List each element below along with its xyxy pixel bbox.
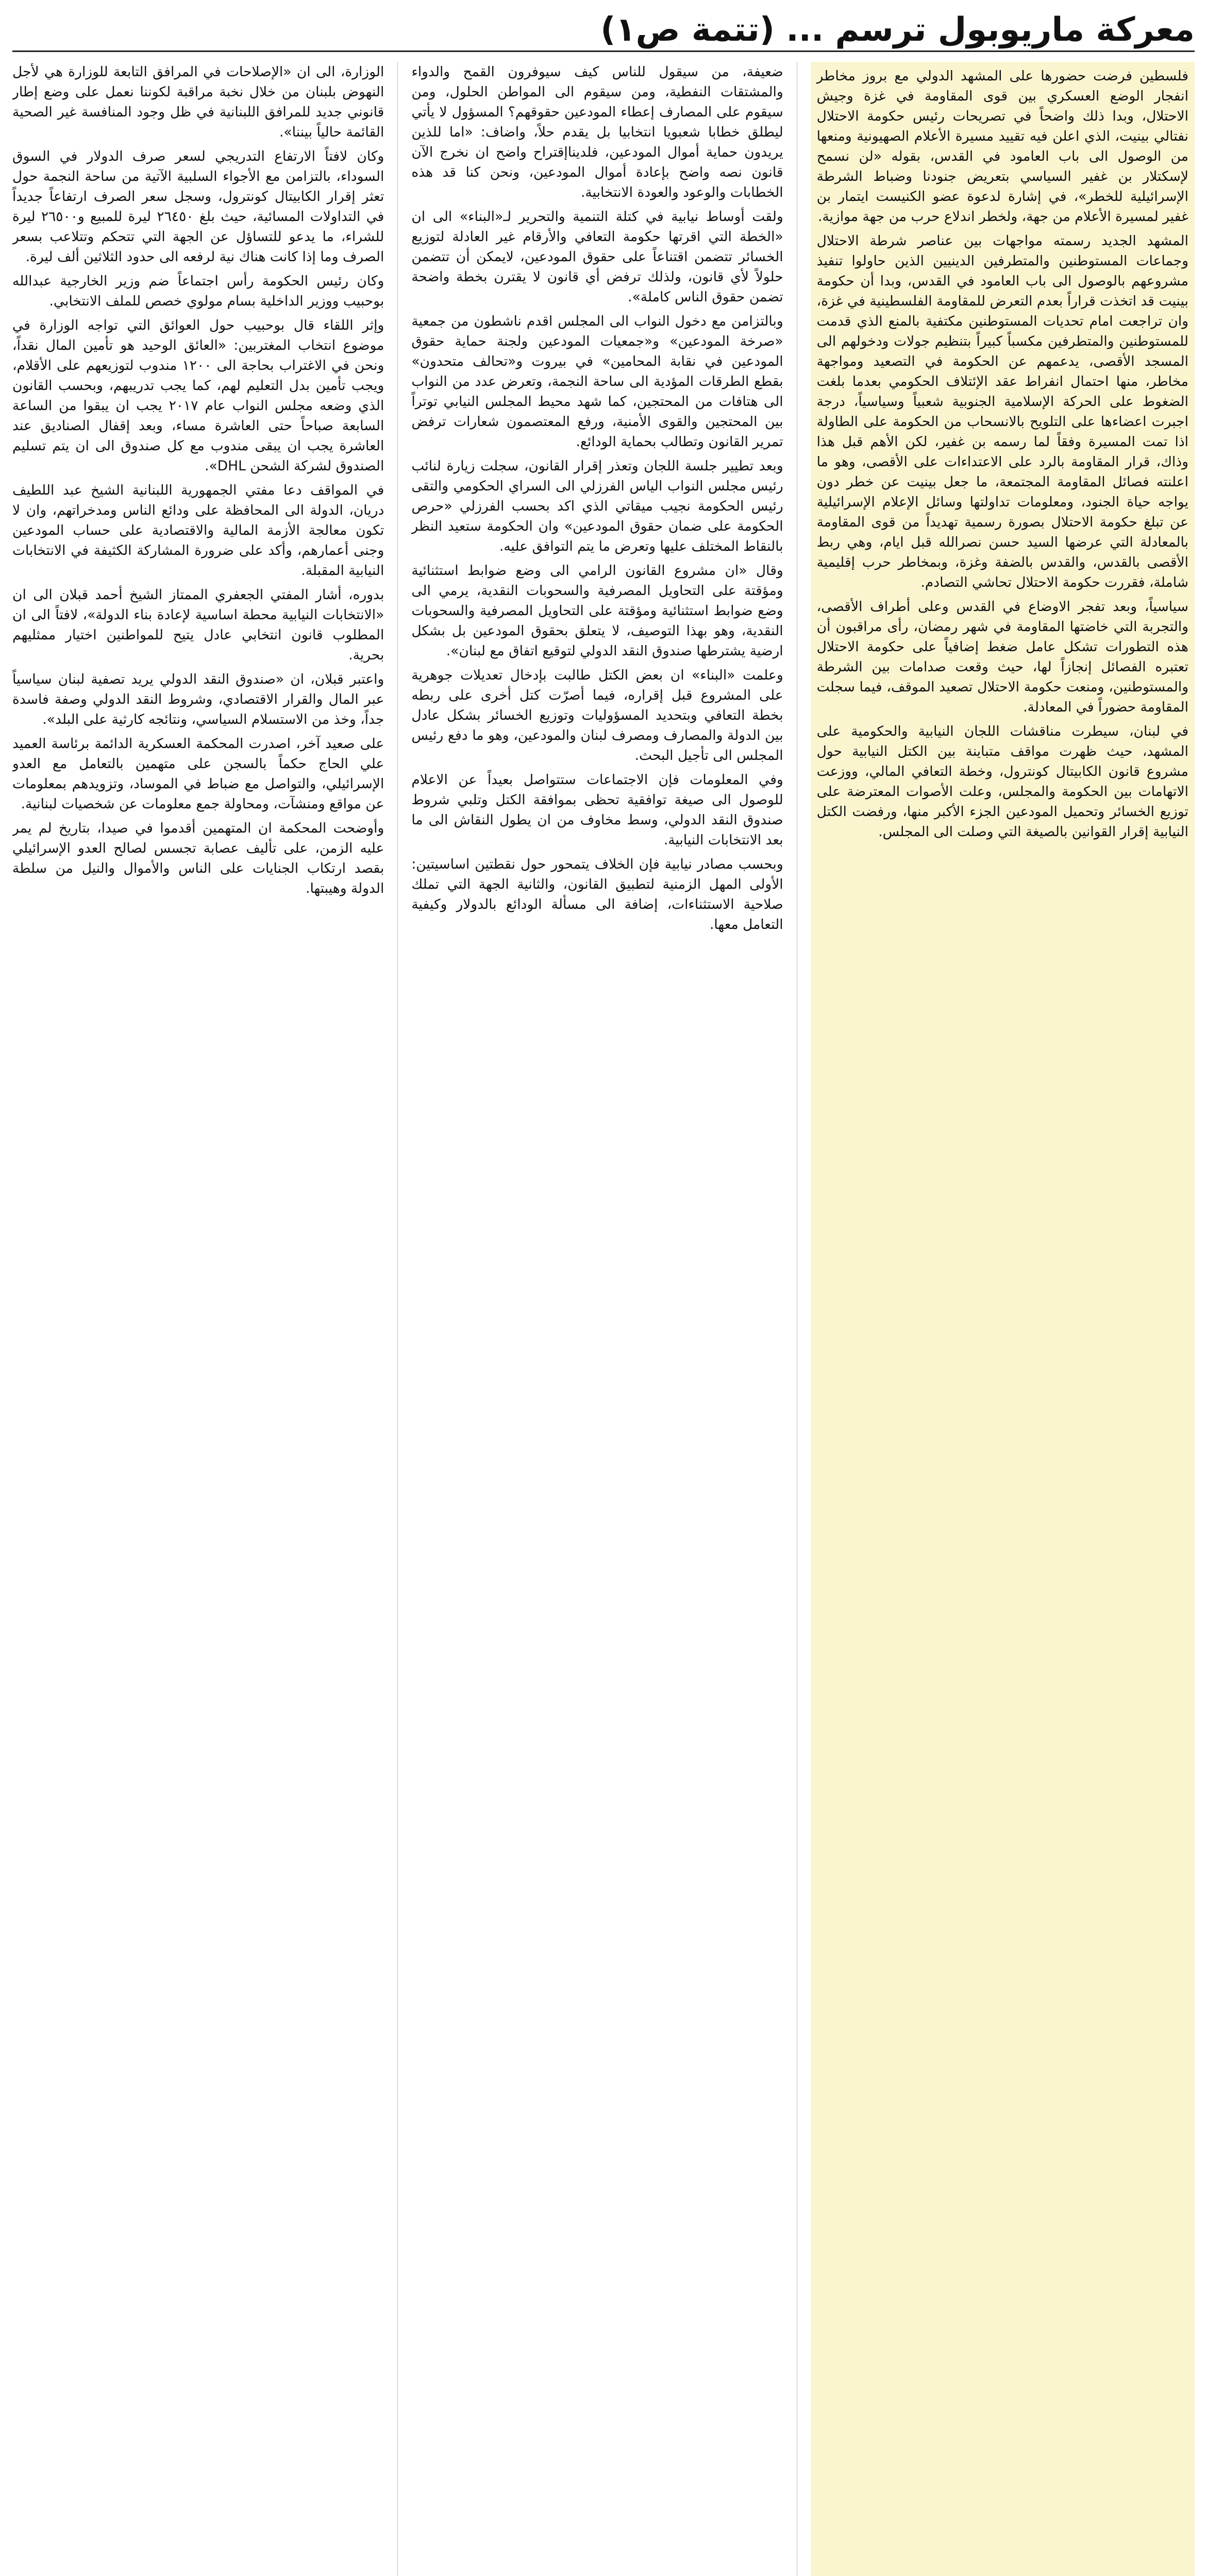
article-column-middle bbox=[411, 62, 783, 2576]
article-paragraph: وبالتزامن مع دخول النواب الى المجلس اقدم ناشطون من جمعية «صرخة المودعين» و«جمعيات المودعين ولجنة حماية حقوق المودعين في نقابة المحامين» في بيروت و«تحالف متحدون» بقطع الطرقات المؤدية الى ساحة النجمة، وتعرض عدد من النواب الى هتافات من المحتجين، كما شهد محيط المجلس النيابي توتراً بين المحتجين والقوى الأمنية، ورفع المعتصمون شعارات ترفض تمرير القانون وتطالب بحماية الودائع. bbox=[411, 313, 783, 450]
article-title: معركة ماريوبول ترسم ... (تتمة ص١) bbox=[600, 11, 1195, 49]
article-column-left bbox=[12, 62, 384, 2576]
article-column-right bbox=[811, 62, 1195, 2576]
article-paragraph: وعلمت «البناء» ان بعض الكتل طالبت بإدخال تعديلات جوهرية على المشروع قبل إقراره، فيما أصرّت كتل أخرى على ربطه بخطة التعافي وبتحديد المسؤوليات وتوزيع الخسائر بشكل عادل بين الدولة والمصارف ومصرف لبنان والمودعين، وهو ما دفع رئيس المجلس الى تأجيل البحث. bbox=[411, 667, 783, 764]
article-paragraph: في المواقف دعا مفتي الجمهورية اللبنانية الشيخ عبد اللطيف دريان، الدولة الى المحافظة على ودائع الناس ومدخراتهم، وان لا تكون معالجة الأزمة المالية والاقتصادية على حساب المودعين وجنى أعمارهم، وأكد على ضرورة المشاركة الكثيفة في الانتخابات النيابية المقبلة. bbox=[12, 482, 384, 579]
article-paragraph: في لبنان، سيطرت مناقشات اللجان النيابية والحكومية على المشهد، حيث ظهرت مواقف متباينة بين الكتل النيابية حول مشروع قانون الكابيتال كونترول، وخطة التعافي المالي، ووزعت الاتهامات بين الحكومة والمجلس، وعلت الأصوات المعترضة على توزيع الخسائر وتحميل المودعين الجزء الأكبر منها، ورفضت الكتل النيابية إقرار القوانين بالصيغة التي وصلت الى المجلس. bbox=[816, 723, 1188, 840]
article-paragraph: وكان رئيس الحكومة رأس اجتماعاً ضم وزير الخارجية عبدالله بوحبيب ووزير الداخلية بسام مولوي خصص للملف الانتخابي. bbox=[12, 273, 384, 309]
article-paragraph: ولقت أوساط نيابية في كتلة التنمية والتحرير لـ«البناء» الى ان «الخطة التي اقرتها حكومة التعافي والأرقام غير العادلة لتوزيع الخسائر تتضمن اقتناعاً على حقوق المودعين، لايمكن أن تتضمن حلولاً لأي قانون، ولذلك ترفض أي قانون لا يقترن بخطة واضحة تضمن حقوق الناس كاملة». bbox=[411, 209, 783, 305]
article-paragraph: وكان لافتاً الارتفاع التدريجي لسعر صرف الدولار في السوق السوداء، بالتزامن مع الأجواء السلبية الآتية من ساحة النجمة حول تعثر إقرار الكابيتال كونترول، وسجل سعر الصرف ارتفاعاً جديداً في التداولات المسائية، حيث بلغ ٢٦٤٥٠ ليرة للمبيع و٢٦٥٠٠ ليرة للشراء، ما يدعو للتساؤل عن الجهة التي تتحكم وتتلاعب بسعر الصرف وما إذا كانت هناك نية لرفعه الى حدود الثلاثين ألف ليرة. bbox=[12, 148, 384, 265]
article-paragraph: المشهد الجديد رسمته مواجهات بين عناصر شرطة الاحتلال وجماعات المستوطنين والمتطرفين الدينيين الذين حاولوا تنفيذ مشروعهم بالوصول الى باب العامود في القدس، وبدا أن حكومة بينيت قد اتخذت قراراً بعدم التعرض للمقاومة الفلسطينية في غزة، وان تراجعت امام تحديات المستوطنين مكتفية بالمنع الذي قدمت للمستوطنين والمتطرفين مكسباً كبيراً بتنظيم جولات ودخولهم الى المسجد الأقصى، يدعمهم عن الحكومة في التصعيد ومواجهة مخاطر، منها احتمال انفراط عقد الإئتلاف الحكومي بعدما بلغت الضغوط على الحركة الإسلامية الجنوبية شعبياً وسياسياً، درجة اجبرت اعضاءها على التلويح بالانسحاب من الحكومة على الطاولة اذا تمت المسيرة وفقاً لما رسمه بن غفير، لكن الأهم قبل هذا وذاك، قرار المقاومة بالرد على الاعتداءات على الأقصى، وهو ما اعلنته فصائل المقاومة المجتمعة، ما جعل بينيت عن خطر دون يواجه حياة الجنود، ومعلومات تداولتها وسائل الإعلام الإسرائيلية عن تبلغ حكومة الاحتلال بصورة رسمية تهديداً من قوى المقاومة بالمعادلة التي عرضها السيد حسن نصرالله قبل ايام، وهي ربط الأقصى بالقدس، والقدس بالضفة وغزة، وبمخاطر حرب إقليمية شاملة، فقررت حكومة الاحتلال تحاشي التصادم. bbox=[816, 233, 1188, 590]
article-paragraph: وقال «ان مشروع القانون الرامي الى وضع ضوابط استثنائية ومؤقتة على التحاويل المصرفية والسحوبات النقدية، يرمي الى وضع ضوابط استثنائية ومؤقتة على التحاويل المصرفية والسحوبات النقدية، وهو بهذا التوصيف، لا يتعلق بحقوق المودعين بل بشكل ارضية يشترطها صندوق النقد الدولي لتوقيع اتفاق مع لبنان». bbox=[411, 563, 783, 659]
article-paragraph: فلسطين فرضت حضورها على المشهد الدولي مع بروز مخاطر انفجار الوضع العسكري بين قوى المقاومة في غزة وجيش الاحتلال، وبدا ذلك واضحاً في تصريحات رئيس حكومة الاحتلال نفتالي بينيت، الذي اعلن فيه تقييد مسيرة الأعلام الصهيونية ومنعها من الوصول الى باب العامود في القدس، بقوله «لن نسمح لإسكتلار بن غفير السياسي بتعريض جنودنا وضباط الشرطة الإسرائيلية للخطر»، في إشارة لدعوة عضو الكنيست ايتمار بن غفير لمسيرة الأعلام من جهة، ولخطر اندلاع حرب من جهة موازية. bbox=[816, 68, 1188, 225]
article-paragraph: وبحسب مصادر نيابية فإن الخلاف يتمحور حول نقطتين اساسيتين: الأولى المهل الزمنية لتطبيق القانون، والثانية الجهة التي تملك صلاحية الاستثناءات، إضافة الى مسألة الودائع بالدولار وكيفية التعامل معها. bbox=[411, 856, 783, 933]
article-paragraph: سياسياً، وبعد تفجر الاوضاع في القدس وعلى أطراف الأقصى، والتجربة التي خاضتها المقاومة في شهر رمضان، رأى مراقبون أن هذه التطورات تشكل عامل ضغط إضافياً على حكومة الاحتلال تعتبره الفصائل إنجازاً لها، حيث وقعت صدامات بين الشرطة والمستوطنين، ومنعت حكومة الاحتلال تصعيد الموقف، فيما سجلت المقاومة حضوراً في المعادلة. bbox=[816, 599, 1188, 715]
article-paragraph: وإثر اللقاء قال بوحبيب حول العوائق التي تواجه الوزارة في موضوع انتخاب المغتربين: «العائق الوحيد هو تأمين المال نقداً، ونحن في الاغتراب بحاجة الى ١٢٠٠ مندوب لتوزيعهم على الأقلام، ويجب تأمين بدل التعليم لهم، كما يجب تدريبهم، وبحسب القانون الذي وضعه مجلس النواب عام ٢٠١٧ يجب ان يبقوا من الساعة السابعة صباحاً حتى العاشرة مساء، وبعد إقفال الصناديق عند العاشرة يجب ان يبقى مندوب مع كل صندوق الى ان يتم تسليم الصندوق لشركة الشحن DHL». bbox=[12, 317, 384, 474]
article-paragraph: وفي المعلومات فإن الاجتماعات ستتواصل بعيداً عن الاعلام للوصول الى صيغة توافقية تحظى بموافقة الكتل وتلبي شروط صندوق النقد الدولي، وسط مخاوف من ان يطول النقاش الى ما بعد الانتخابات النيابية. bbox=[411, 772, 783, 848]
article-paragraph: على صعيد آخر، اصدرت المحكمة العسكرية الدائمة برئاسة العميد علي الحاج حكماً بالسجن على متهمين بالتعامل مع العدو الإسرائيلي، والتواصل مع ضباط في الموساد، وتزويدهم بمعلومات عن مواقع ومنشآت، ومحاولة جمع معلومات عن شخصيات لبنانية. bbox=[12, 736, 384, 812]
article-paragraph: واعتبر قبلان، ان «صندوق النقد الدولي يريد تصفية لبنان سياسياً عبر المال والقرار الاقتصادي، وشروط النقد الدولي وصفة فاسدة جداً، وخذ من الاستسلام السياسي، ونتائجه كارثية على البلد». bbox=[12, 671, 384, 727]
article-paragraph: الوزارة، الى ان «الإصلاحات في المرافق التابعة للوزارة هي لأجل النهوض بلبنان من خلال نخبة مراقبة لكوننا نعمل على وضع إطار قانوني جديد للمرافق اللبنانية في ظل وجود المنافسة غير الصحية القائمة حالياً بيننا». bbox=[12, 64, 384, 140]
article-paragraph: بدوره، أشار المفتي الجعفري الممتاز الشيخ أحمد قبلان الى ان «الانتخابات النيابية محطة اساسية لإعادة بناء الدولة»، لافتاً الى ان المطلوب قانون انتخابي عادل يتيح للمواطنين اختيار ممثليهم بحرية. bbox=[12, 587, 384, 663]
article-paragraph: ضعيفة، من سيقول للناس كيف سيوفرون القمح والدواء والمشتقات النفطية، ومن سيقوم الى المواطن الحلول، ومن سيقوم على المصارف إعطاء المودعين حقوقهم؟ المسؤول لا يأتي ليطلق خطابا شعبويا انتخابيا بل يقدم حلاً، واضاف: «اما للذين يريدون حماية أموال المودعين، فلديناإقتراح واضح ان نخرج الآن قانون نصه واضح بإعادة أموال المودعين، ونحن كنا قد هذه الخطابات والوعود والعودة الانتخابية. bbox=[411, 64, 783, 200]
article-columns bbox=[12, 62, 1195, 2576]
article-paragraph: وبعد تطيير جلسة اللجان وتعذر إقرار القانون، سجلت زيارة لنائب رئيس مجلس النواب الياس الفرزلي الى السراي الحكومي والتقى رئيس الحكومة نجيب ميقاتي الذي اكد بحسب الفرزلي «حرص الحكومة على ضمان حقوق المودعين» وان الحكومة ستعيد النظر بالنقاط المختلف عليها وتعرض ما يتم التوافق عليه. bbox=[411, 458, 783, 554]
article-paragraph: وأوضحت المحكمة ان المتهمين أقدموا في صيدا، بتاريخ لم يمر عليه الزمن، على تأليف عصابة تجسس لصالح العدو الإسرائيلي بقصد ارتكاب الجنايات على الناس والأموال والنيل من سلطة الدولة وهيبتها. bbox=[12, 820, 384, 896]
headline-bar bbox=[12, 9, 1195, 52]
column-divider bbox=[397, 62, 398, 2576]
